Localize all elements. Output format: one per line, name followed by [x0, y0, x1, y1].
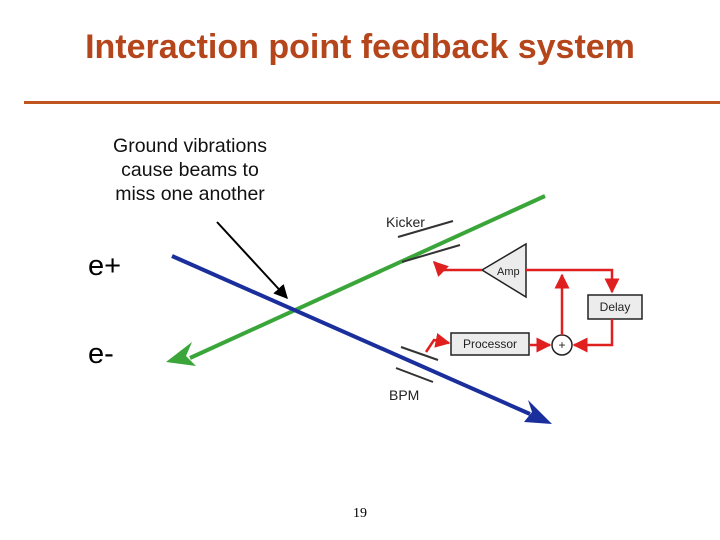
annotation-line-1: Ground vibrations: [113, 135, 267, 157]
bpm-label: BPM: [389, 387, 420, 403]
electron-label: e-: [88, 338, 114, 370]
delay-to-sum-wire: [574, 319, 612, 345]
summing-node-label: +: [558, 338, 566, 352]
amp-label: Amp: [497, 266, 520, 278]
positron-beam-arrowhead: [166, 342, 196, 366]
amp-output-to-delay-wire: [526, 270, 612, 292]
annotation-pointer-arrow: [217, 222, 287, 298]
page-number: 19: [353, 506, 367, 521]
processor-label: Processor: [462, 337, 518, 351]
annotation-line-2: cause beams to: [121, 159, 259, 181]
kicker-label: Kicker: [386, 214, 425, 230]
amp-to-kicker-wire: [434, 262, 482, 270]
bpm-to-processor-wire: [426, 340, 449, 352]
slide-title: Interaction point feedback system: [85, 28, 635, 66]
annotation-line-3: miss one another: [115, 183, 265, 205]
delay-label: Delay: [599, 300, 631, 314]
positron-label: e+: [88, 250, 122, 282]
